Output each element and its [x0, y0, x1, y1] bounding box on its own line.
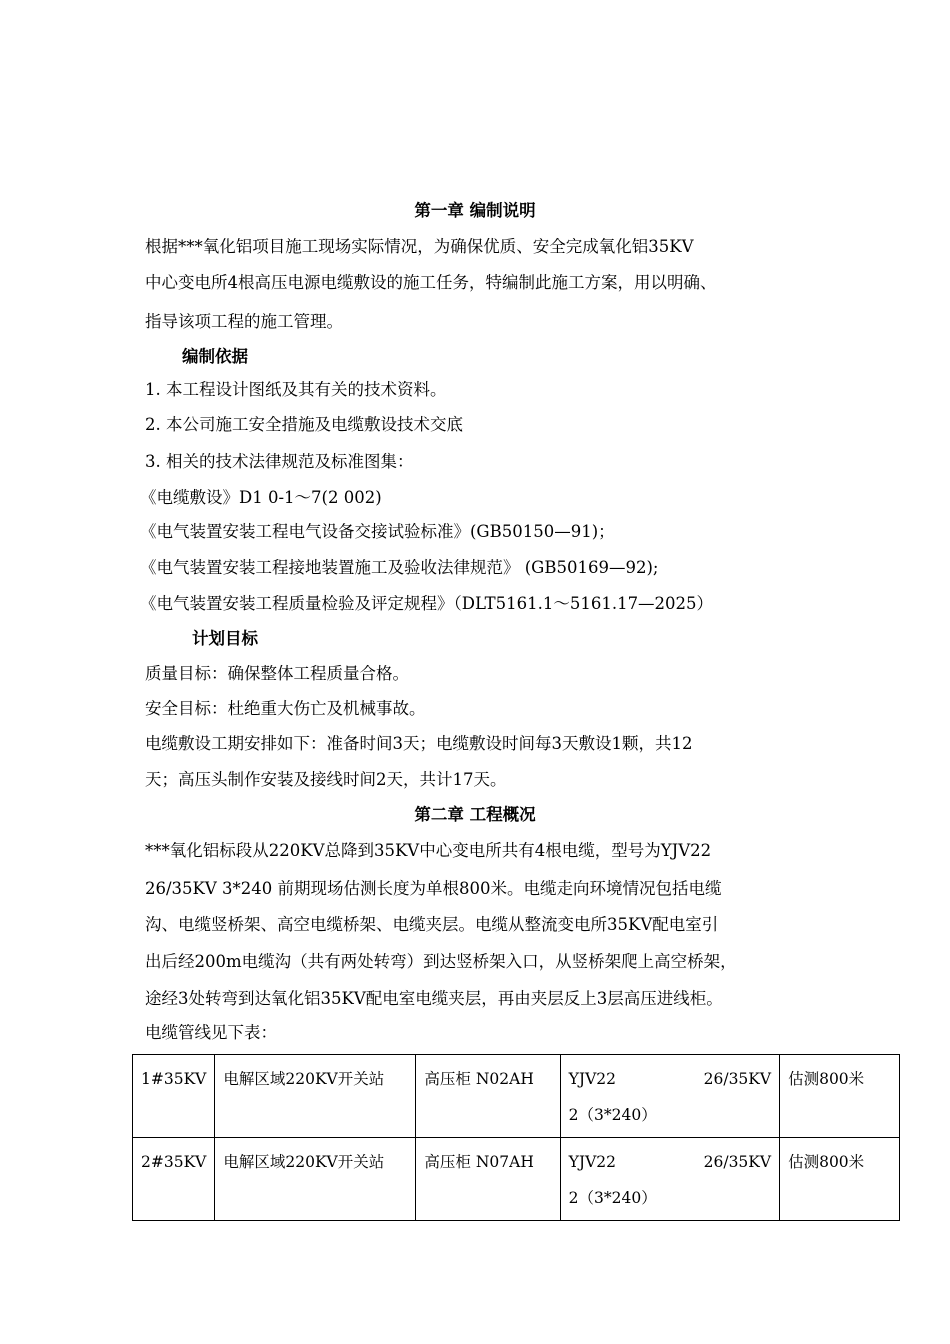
cabinet-cell: 高压柜 N07AH — [416, 1138, 560, 1221]
plan-item-2: 安全目标：杜绝重大伤亡及机械事故。 — [145, 699, 426, 718]
length-cell: 估测800米 — [780, 1055, 900, 1138]
model-spec: 2（3*240） — [568, 1189, 657, 1207]
model-spec: 2（3*240） — [568, 1106, 657, 1124]
overview-line-2: 26/35KV 3*240 前期现场估测长度为单根800米。电缆走向环境情况包括电缆 — [145, 879, 722, 898]
intro-line-2: 中心变电所4根高压电源电缆敷设的施工任务，特编制此施工方案，用以明确、 — [145, 273, 717, 292]
overview-line-4: 出后经200m电缆沟（共有两处转弯）到达竖桥架入口，从竖桥架爬上高空桥架， — [145, 952, 737, 971]
table-row — [133, 1055, 900, 1138]
cable-from-cell: 电解区域220KV开关站 — [215, 1055, 416, 1138]
intro-line-3: 指导该项工程的施工管理。 — [145, 312, 343, 331]
reference-4: 《电气装置安装工程质量检验及评定规程》（DLT5161.1～5161.17—2025） — [140, 594, 714, 613]
overview-line-5: 途经3处转弯到达氧化铝35KV配电室电缆夹层，再由夹层反上3层高压进线柜。 — [145, 989, 723, 1008]
model-top-line — [569, 1061, 771, 1097]
overview-line-3: 沟、电缆竖桥架、高空电缆桥架、电缆夹层。电缆从整流变电所35KV配电室引 — [145, 915, 719, 934]
cabinet-cell: 高压柜 N02AH — [416, 1055, 560, 1138]
length-cell: 估测800米 — [780, 1138, 900, 1221]
plan-title: 计划目标 — [192, 629, 258, 648]
model-cell — [560, 1138, 779, 1221]
model-voltage: 26/35KV — [703, 1153, 772, 1171]
plan-item-4: 天；高压头制作安装及接线时间2天，共计17天。 — [145, 770, 507, 789]
cable-from-cell: 电解区域220KV开关站 — [215, 1138, 416, 1221]
overview-line-6: 电缆管线见下表： — [145, 1023, 277, 1042]
basis-item-2: 2. 本公司施工安全措施及电缆敷设技术交底 — [145, 415, 463, 434]
model-type: YJV22 — [568, 1153, 617, 1171]
basis-item-3: 3. 相关的技术法律规范及标准图集： — [145, 452, 414, 471]
cable-table — [132, 1054, 900, 1221]
intro-line-1: 根据***氧化铝项目施工现场实际情况，为确保优质、安全完成氧化铝35KV — [145, 237, 694, 256]
model-voltage: 26/35KV — [703, 1070, 772, 1088]
model-top-line — [569, 1144, 771, 1180]
plan-item-1: 质量目标：确保整体工程质量合格。 — [145, 664, 409, 683]
cable-id-cell: 1#35KV — [133, 1055, 215, 1138]
chapter2-title: 第二章 工程概况 — [414, 805, 536, 824]
cable-id-cell: 2#35KV — [133, 1138, 215, 1221]
model-type: YJV22 — [568, 1070, 617, 1088]
model-cell — [560, 1055, 779, 1138]
overview-line-1: ***氧化铝标段从220KV总降到35KV中心变电所共有4根电缆，型号为YJV22 — [145, 841, 712, 860]
reference-3: 《电气装置安装工程接地装置施工及验收法律规范》 (GB50169—92); — [140, 558, 659, 577]
plan-item-3: 电缆敷设工期安排如下：准备时间3天；电缆敷设时间每3天敷设1颗，共12 — [145, 734, 693, 753]
reference-1: 《电缆敷设》D1 0-1～7(2 002) — [140, 488, 382, 507]
chapter1-title: 第一章 编制说明 — [414, 201, 536, 220]
basis-title: 编制依据 — [182, 347, 248, 366]
basis-item-1: 1. 本工程设计图纸及其有关的技术资料。 — [145, 380, 447, 399]
table-row — [133, 1138, 900, 1221]
reference-2: 《电气装置安装工程电气设备交接试验标准》(GB50150—91)； — [140, 522, 615, 541]
